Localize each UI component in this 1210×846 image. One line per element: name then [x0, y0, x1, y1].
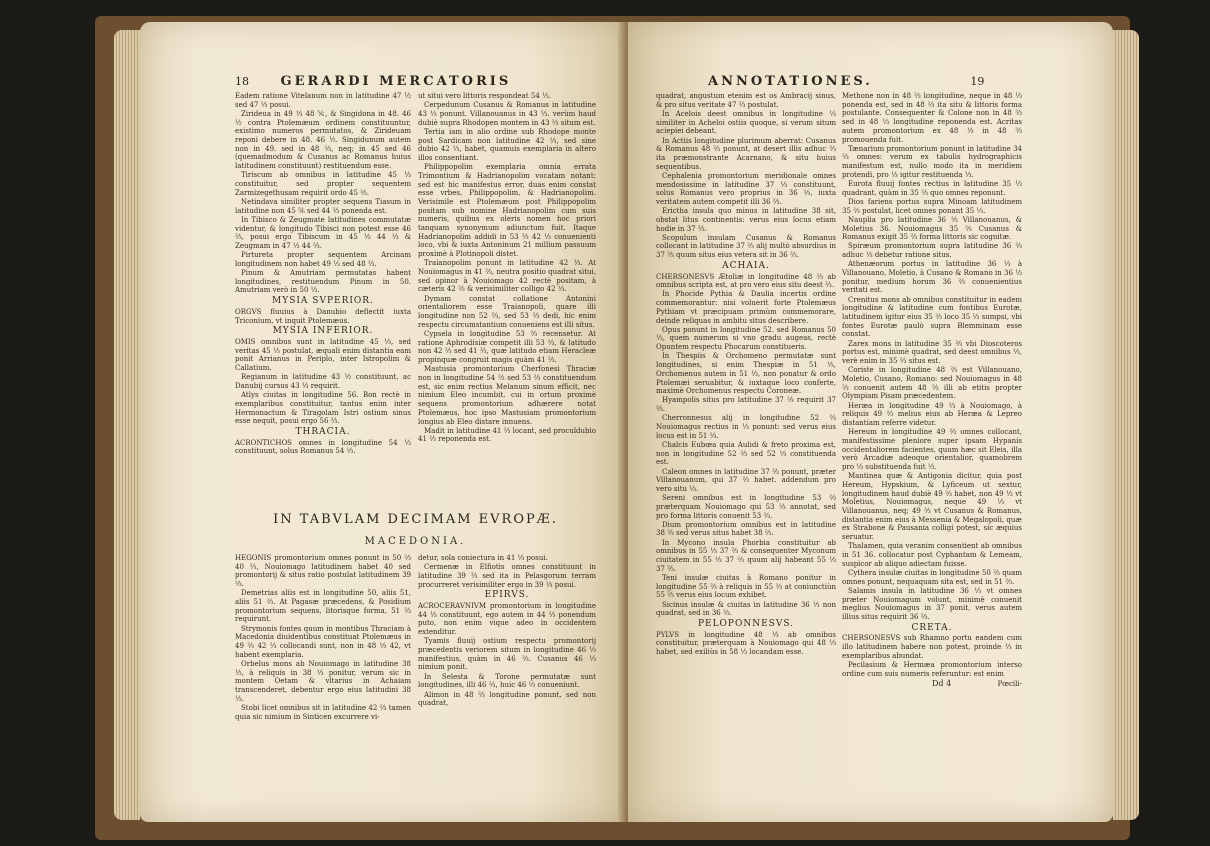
paragraph: Dium promontorium omnibus est in latitudine 38 ⅔ sed verus situs habet 38 ⅔.	[656, 520, 836, 538]
paragraph: Zirideua in 49 ⅓ 48 ⅚, & Singidona in 48. 46 ½ contra Ptolemæum ordinem constituuntur, existimo numeros permutatos, & Zirideuam reponi debere in 48. 46 ½. Singidunum autem non in 49. sed in 48 ⅔, neq; in 45 sed 46 (quemadmodum & Cusanus ac Romanus huius latitudinem constituunt) restituendum esse.	[235, 109, 411, 171]
paragraph: ut situi vero littoris respondeat 54 ⅓.	[418, 92, 552, 100]
right-running-head	[708, 74, 984, 89]
section-heading-peloponnesus: PELOPONNESVS.	[697, 618, 795, 629]
paragraph: Pecilasium & Hermæa promontorium interso ordine cum suis numeris referuntur: est enim	[842, 661, 1022, 678]
paragraph: Hyampolis situs pro latitudine 37 ⅔ requirit 37 ⅔.	[656, 396, 836, 414]
paragraph: Traianopolim ponunt in latitudine 42 ⅓. At Nouiomagus in 41 ⅔, neutra positio quadrat situi, sed opinor à Nouiomago 42 rectè positam, à cæteris 42 ⅔ & verisimiliter colligo 42 ⅓.	[418, 259, 596, 294]
paragraph: quadrat, angustum etenim est os Ambracij sinus, & pro situs veritate 47 ⅔ postulat.	[656, 92, 836, 109]
signature-mark: Dd 4	[932, 679, 952, 689]
paragraph: Spiræum promontorium supra latitudine 36 ⅔ adhuc ⅓ debetur ratione situs.	[842, 242, 1022, 260]
right-page-number: 19	[970, 75, 985, 88]
paragraph: In Acelois deest omnibus in longitudine ⅓ similiter in Acheloi ostiis quoque, si verum situm aciepiei debeant.	[656, 109, 836, 136]
left-page	[140, 22, 625, 822]
right-column-2	[842, 92, 1022, 690]
paragraph: In Tibisco & Zeugmate latitudines commutatæ videntur, & longitudo Tibisci non potest esse 46 ⅔, posui ergo Tibiscum in 45 ⅓ 44 ⅓ & Zeugmam in 47 ⅓ 44 ⅔.	[235, 215, 411, 250]
left-page-number: 18	[235, 75, 249, 88]
paragraph: Caleon omnes in latitudine 37 ⅔ ponunt, præter Villanouanum, qui 37 ⅔ habet. addendum pro vero situ ⅓.	[656, 467, 836, 493]
paragraph: Demetrias aliis est in longitudine 50, aliis 51, aliis 51 ⅔. At Pagasæ præcedens, & Posidium promontorium sequens, litorisque forma, 51 ⅔ requirunt.	[235, 589, 411, 624]
paragraph: Madit in latitudine 41 ⅔ locant, sed proculdubio 41 ⅔ reponenda est.	[418, 426, 596, 444]
paragraph: Strymonis fontes quum in montibus Thraciam à Macedonia diuidentibus constituat Ptolemæus in 49 ⅔ 42 ⅔ collocandi sunt, non in 48 ⅓ 42, vt habent exemplaria.	[235, 624, 411, 659]
paragraph: Tertia iam in alio ordine sub Rhodope monte post Sardicam non latitudine 42 ⅓, sed sine dubio 42 ⅓, habet, quamuis exemplaria in altero illos consentiant.	[418, 127, 596, 162]
paragraph: Sicinus insulæ & ciuitas in latitudine 36 ⅓ non quadrat, sed in 36 ⅔.	[656, 600, 836, 618]
left-top-column-2	[418, 92, 596, 445]
paragraph: Netindava similiter propter sequens Tiasum in latitudine non 45 ⅚ sed 44 ⅔ ponenda est.	[235, 197, 411, 215]
paragraph: Chalcis Eubœa quia Aulidi & freto proxima est, non in longitudine 52 ⅔ sed 52 ⅓ constituenda est.	[656, 440, 836, 467]
paragraph: Mastusia promontorium Cherfonesi Thraciæ non in longitudine 54 ⅔ sed 53 ⅔ constituendum est, sic enim rectius Melanum sinum efficit, nec nimium Eleo incumbit, cui in ortum proximè sequens promontorium adhærere notat Ptolemæus, hoc ipso Mastusiam promontorium longius ab Eleo distare innuens.	[418, 365, 596, 426]
paragraph: Eurota fluuij fontes rectius in latitudine 35 ⅓ quadrant, quàm in 35 ⅔ quo omnes reponunt.	[842, 180, 1022, 197]
paragraph: Mantinea quæ & Antigonia dicitur, quia post Hereum, Hypskium, & Lyficeum ut sextur, longitudinem haud dubiè 49 ⅔ habet, non 49 ⅓ vt Moletius, Nouiomagus, neque 49 ⅓ vt Villanouanus, neq; 49 ⅔ vt Cusanus & Romanus, distantia enim eius à Messenia & Megalopoli, quæ ex Strabone & Pausania colligi potest, sic æquius seruatur.	[842, 472, 1022, 542]
paragraph: Sereni omnibus est in longitudine 53 ⅔ præterquam Nouiomago qui 53 ⅔ annotat, sed pro forma littoris conuenit 53 ⅔.	[656, 494, 836, 520]
paragraph: Crenitus mons ab omnibus constituitur in eadem longitudine & latitudine cum fontibus Eurotæ, latitudinem igitur eius 35 ⅔ loco 35 ⅓ sumpsi, vbi fontes Eurotæ paulò supra Blemminam esse constat.	[842, 295, 1022, 339]
paragraph: Cephalenia promontorium meridionale omnes mendosissime in latitudine 37 ⅓ constituunt, solus Romanus vero proprius in 36 ⅔, iuxta veritatem autem competit illi 36 ⅔.	[656, 171, 836, 206]
paragraph: ACRONTICHOS omnes in longitudine 54 ⅓ constituunt, solus Romanus 54 ⅓.	[235, 438, 411, 456]
left-bottom-column-1	[235, 554, 411, 722]
left-bottom-column-2	[418, 554, 596, 708]
page-footer	[842, 680, 1022, 690]
left-page-edges	[114, 30, 140, 820]
paragraph: ACROCERAVNIVM promontorium in longitudine 44 ⅓ constituunt, ego autem in 44 ⅔ ponendum puto, non enim vique adeo in occidentem extenditur.	[418, 602, 596, 637]
paragraph: Philippopolim exemplaria omnia errata Trimontium & Hadrianopolim vocatam notant: sed est hic manifestus error, duas enim constat esse vrbes, Philippopolim, & Hadrianopolim. Verisimile est Ptolemæum post Philippopolim positam sub nomine Hadrianopolim cum suis numeris, quibus ex oleris nomen hoc priori tanquam synonymum adiunctum fuit. Itaque Hadrianopolim addidi in 53 ⅔ 42 ⅓ conuenienti loco, vbi & iuxta Antoninum 21 millium passuum proximè à Plotinopoli distet.	[418, 163, 596, 259]
paragraph: Hereum in longitudine 49 ⅔ omnes collocant, manifestissime pleniore super ipsam Hypanis occidentaliorem facientes, quum hæc sit Eleis, illa verò Arcadiæ adeoque orientalior, quamobrem pro ⅓ substituenda fuit ⅓.	[842, 428, 1022, 472]
paragraph: Stobi licet omnibus sit in latitudine 42 ⅔ tamen quia sic nimium in Sinticen excurrere vi-	[235, 703, 411, 721]
paragraph: Atlys ciuitas in longitudine 56. Bon rectè in exemplaribus constituitur, tantus enim inter Hermonactum & Tiragolam Istri ostium sinus esse nequit, posui ergo 56 ⅔.	[235, 391, 411, 426]
paragraph: In Phocide Pythia & Daulia incertis ordine commemorantur: nisi voluerit forte Ptolemæus Pythiam vt præcipuam primùm commemorare, deinde reliquas in ambitu situs describere.	[656, 290, 836, 325]
section-heading-achaia: ACHAIA.	[722, 260, 770, 271]
paragraph: Regianum in latitudine 43 ½ constituunt, ac Danubij cursus 43 ⅓ requirit.	[235, 373, 411, 390]
paragraph: Alimon in 48 ⅔ longitudine ponunt, sed non quadrat,	[418, 690, 596, 708]
section-heading-macedonia: MACEDONIA.	[364, 536, 467, 547]
paragraph: Scopulum insulam Cusanus & Romanus collocant in latitudine 37 ⅔ alij multò absurdius in 37 ⅔ quum situs eius vetera sit in 36 ⅔.	[656, 233, 836, 260]
catchword: Pœcili-	[997, 680, 1022, 689]
section-heading-thracia: THRACIA.	[295, 427, 351, 438]
left-title: GERARDI MERCATORIS	[280, 74, 512, 89]
section-heading-mysia-inferior: MYSIA INFERIOR.	[272, 326, 374, 337]
paragraph: HEGONIS promontorium omnes ponunt in 50 ⅔ 40 ⅔, Nouiomago latitudinem habet 40 sed promontorij & situs ratio postulat latitudinem 39 ⅔.	[235, 554, 411, 589]
paragraph: Cherronnesus alij in longitudine 52 ⅔ Nouiomagus rectius in ⅓ ponunt: sed verus eius locus est in 51 ⅓.	[656, 414, 836, 440]
paragraph: Erictha insula quo minus in latitudine 38 sit, obstat litus continentis: verus eius locus etiam hodie in 37 ⅔.	[656, 207, 836, 233]
right-title: ANNOTATIONES.	[708, 74, 873, 89]
paragraph: Athenæorum portus in latitudine 36 ⅓ à Villanouano, Moletio, à Cusano & Romano in 36 ⅓ ponitur, medium horum 36 ⅔ conuenientius veritati est.	[842, 260, 1022, 295]
section-heading-mysia-superior: MYSIA SVPERIOR.	[272, 296, 374, 307]
paragraph: Tænarium promontorium ponunt in latitudine 34 ⅔ omnes: verum ex tabulis hydrographicis manifestum est, nullo modo ita in meridiem protendi, pro ⅓ igitur restituenda ⅓.	[842, 144, 1022, 179]
paragraph: Coriste in longitudine 48 ⅔ est Villanouano, Moletio, Cusano, Romano: sed Nouiomagus in 48 ⅔ conuenit autem 48 ⅔ illi ab etitis propter Olympiam Pisam præcedentem.	[842, 366, 1022, 401]
left-running-head	[235, 74, 511, 89]
section-heading-epirus: EPIRVS.	[484, 590, 530, 601]
paragraph: OMIS omnibus sunt in latitudine 45 ⅓, sed veritas 45 ⅓ postulat, æquali enim distantia eam ponit Arrianus in Periplo, inter Istropolim & Callatium.	[235, 337, 411, 373]
paragraph: Methone non in 48 ⅔ longitudine, neque in 48 ⅓ ponenda est, sed in 48 ⅔ ita situ & littoris forma postulante. Consequenter & Colone non in 48 ⅔ sed in 48 ⅓ longitudine reponenda est. Acritas autem promontorium ex 48 ⅓ in 48 ⅔ promouenda fuit.	[842, 92, 1022, 144]
paragraph: Pinum & Amutriam permutatas habent longitudines, restituendum Pinum in 50. Amutriam verò in 50 ⅓.	[235, 269, 411, 295]
paragraph: Pirtureta propter sequentem Arcinam longitudinem non habet 49 ⅓ sed 48 ⅓.	[235, 251, 411, 268]
paragraph: Nauplia pro latitudine 36 ⅔ Villanouanus, & Moletius 36. Nouiomagus 35 ⅔ Cusanus & Romanus exigit 35 ⅔ forma littoris sic cognitæ.	[842, 215, 1022, 242]
paragraph: In Thespiis & Orchomeno permutatæ sunt longitudines, si enim Thespiæ in 51 ⅓, Orchomenus autem in 51 ⅓, non ponatur & ordo Ptolemæi seruabitur, & iuxtaque loco conferte, maximè Orchomenus respectu Coroneæ.	[656, 352, 836, 396]
paragraph: PYLVS in longitudine 48 ⅓ ab omnibus constituitur, præterquam à Nouiomago qui 48 ⅓ habet, sed exiliùs in 58 ⅓ locandam esse.	[656, 630, 836, 657]
right-page-edges	[1113, 30, 1139, 820]
paragraph: Thalamen, quia veranim consentient ab omnibus in 51 36. collocatur post Cyphantam & Lemeam, suspicor ab aliquo adiectam fuisse.	[842, 542, 1022, 568]
paragraph: Teni insulæ ciuitas à Romano ponitur in longitudine 55 ⅔ à reliquis in 55 ⅔ at coniunctiùn 55 ⅔ verus eius locum exhibet.	[656, 573, 836, 600]
paragraph: In Selesta & Torone permutatæ sunt longitudines, illi 46 ⅔, huic 46 ⅓ conueniunt.	[418, 672, 596, 690]
paragraph: Orbelus mons ab Nouiomago in latitudine 38 ⅓, à reliquis in 38 ⅓ ponitur, verum sic in montem Oetam & vltarius in Achaiam transcenderet, debentur ergo eius latitudini 38 ⅓.	[235, 659, 411, 703]
paragraph: detur, sola coniectura in 41 ⅓ posui.	[418, 554, 548, 562]
paragraph: Dios fariens portus supra Minoam latitudinem 35 ⅔ postulat, licet omnes ponant 35 ⅓.	[842, 197, 1022, 215]
paragraph: Cermenæ in Elfiotis omnes constituunt in latitudine 39 ⅓ sed ita in Pelasgorum terram procurreret verisimiliter ergo in 39 ⅓ posui.	[418, 563, 596, 589]
paragraph: Heræa in longitudine 49 ⅔ à Nouiomago, à reliquis 49 ⅔ melius eius ab Heræa & Lepreo distantiam referre videtur.	[842, 401, 1022, 428]
left-top-column-1	[235, 92, 411, 457]
paragraph: Tiriscum ab omnibus in latitudine 45 ⅓ constituitur, sed propter sequentem Zarmizegethusam requirit ordo 45 ⅔.	[235, 171, 411, 197]
paragraph: Salamis insula in latitudine 36 ⅓ vt omnes præter Nouiomagum volunt, minimè conuenit meglius Nouiomagus in 37 ponit, verus autem illius situs requirit 36 ⅔.	[842, 586, 1022, 621]
paragraph: Cythera insulæ ciuitas in longitudine 50 ⅔ quam omnes ponunt, nequaquam sita est, sed in 51 ⅔.	[842, 568, 1022, 586]
section-heading-creta: CRETA.	[911, 622, 953, 633]
paragraph: Tyamis fluuij ostium respectu promontorij præcedentis veriorem situm in longitudine 46 ⅓ manifestius, quàm in 46 ⅔. Cusanus 46 ⅓ nimium ponit.	[418, 637, 596, 672]
paragraph: CHERSONESVS Ætoliæ in longitudine 48 ⅔ ab omnibus scripta est, at pro vero eius situ deest ⅔.	[656, 272, 836, 290]
paragraph: Eadem ratione Vitelanum non in latitudine 47 ½ sed 47 ⅓ posui.	[235, 92, 411, 109]
right-page	[628, 22, 1113, 822]
paragraph: Cypsela in longitudine 53 ⅔ recensetur. At ratione Aphrodisiæ competit illi 53 ⅔, & latitudo non 42 ⅔ sed 41 ⅔, quæ latitudo etiam Heracleæ propinquæ congruit magis quàm 41 ⅔.	[418, 329, 596, 365]
paragraph: In Mycono insula Phorbia constituitur ab omnibus in 55 ⅓ 37 ⅔ & consequenter Myconum ciuitatem in 55 ⅓ 37 ⅔ quum alij habeant 55 ⅓ 37 ⅔.	[656, 538, 836, 573]
right-column-1	[656, 92, 836, 657]
paragraph: Zarex mons in latitudine 35 ⅔ vbi Dioscoteros portus est, minimè quadrat, sed deest omnibus ⅓, verè enim in 35 ⅔ situs est.	[842, 339, 1022, 366]
main-heading: IN TABVLAM DECIMAM EVROPÆ.	[273, 512, 558, 527]
paragraph: In Actiis longitudine plurimum aberrat: Cusanus & Romanus 48 ⅔ ponunt, at desert illis adhuc ⅔ ita præmonstrante Acarnano, & situ huius sequentibus.	[656, 136, 836, 171]
paragraph: CHERSONESVS sub Rhamno portu eandem cum illo latitudinem habere non potest, proinde ⅓ in exemplaribus abundat.	[842, 634, 1022, 660]
paragraph: ORGVS fluuius à Danubio deflectit iuxta Triconium, vt inquit Ptolemæus.	[235, 307, 411, 325]
paragraph: Cerpedunum Cusanus & Romanus in latitudine 43 ⅓ ponunt. Villanouanus in 43 ⅓. verùm haud dubiè supra Rhodopen montem in 43 ⅔ situm est.	[418, 101, 596, 127]
paragraph: Dymam constat collatione Antonini orientaliorem esse Traianopoli, quare illi longitudine non 52 ⅔, sed 53 ⅔ dedi, hic enim respectu circumstantium conueniens est illi situs.	[418, 294, 596, 329]
paragraph: Opus ponunt in longitudine 52. sed Romanus 50 ⅓, quem numerum si vno gradu augeas, rectè Opuntem respectu Phocarum constitueris.	[656, 325, 836, 352]
